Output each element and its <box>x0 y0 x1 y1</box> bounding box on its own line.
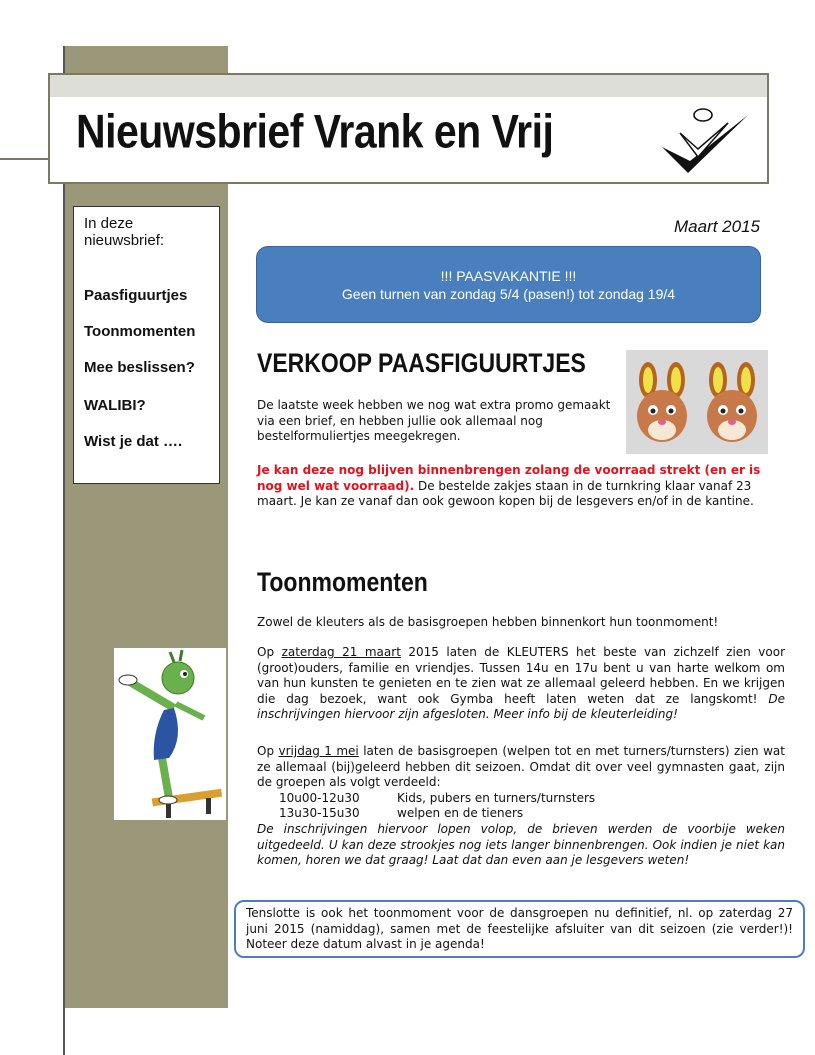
kleuters-date: zaterdag 21 maart <box>281 645 401 659</box>
club-logo-icon <box>658 103 750 177</box>
toc-item-toonmomenten[interactable]: Toonmomenten <box>84 323 196 340</box>
schedule-row <box>257 791 785 807</box>
verkoop-paragraph-2 <box>257 463 767 510</box>
notice-title: !!! PAASVAKANTIE !!! <box>440 268 577 284</box>
dance-groups-text: Tenslotte is ook het toonmoment voor de dansgroepen nu definitief, nl. op zaterdag 27 juni 2015 (namiddag), samen met de feestelijke afsluiter van dit seizoen (zie verder!)! Noteer deze datum alvast in je agenda! <box>246 906 793 952</box>
verkoop-paragraph-1: De laatste week hebben we nog wat extra promo gemaakt via een brief, en hebben jullie ook allemaal nog bestelformuliertjes meegekregen. <box>257 398 611 444</box>
left-rule <box>63 46 65 1055</box>
masthead <box>48 73 769 184</box>
issue-date: Maart 2015 <box>674 217 760 236</box>
toc-heading: In deze nieuwsbrief: <box>84 215 165 249</box>
gymnast-mascot-image <box>114 648 226 820</box>
toonmomenten-heading: Toonmomenten <box>257 566 428 597</box>
text-segment: Op <box>257 744 279 758</box>
schedule-group: Kids, pubers en turners/turnsters <box>397 790 596 805</box>
toonmomenten-kleuters-paragraph <box>257 645 785 723</box>
text-segment: laten de basisgroepen (welpen tot en met turners/turnsters) zien wat ze allemaal (bij)geleerd hebben dit seizoen. Omdat dit over veel gymnasten gaat, zijn de groepen als volgt verdeeld: <box>257 744 785 790</box>
decorative-sidebar-band <box>65 46 228 1008</box>
easter-holiday-notice <box>256 246 761 323</box>
basisgroepen-registration-note: De inschrijvingen hiervoor lopen volop, de brieven werden de voorbije weken uitgedeeld. U kan deze strookjes nog iets langer binnenbrengen. Ook indien je niet kan komen, horen we dat graag! Laat dat dan even aan je lesgevers weten! <box>257 821 785 868</box>
toonmomenten-intro: Zowel de kleuters als de basisgroepen hebben binnenkort hun toonmoment! <box>257 615 719 629</box>
table-of-contents <box>73 206 220 484</box>
basisgroepen-date: vrijdag 1 mei <box>278 744 359 758</box>
text-segment: Op <box>257 645 282 659</box>
schedule-row <box>257 806 785 822</box>
verkoop-paragraph-2-rest: De bestelde zakjes staan in de turnkring klaar vanaf 23 maart. Je kan ze vanaf dan ook gewoon kopen bij de lesgevers en/of in de kantine. <box>257 478 754 509</box>
masthead-strip <box>50 75 767 97</box>
easter-bunny-figures-image <box>626 350 768 454</box>
header-rule <box>0 158 50 160</box>
notice-text: Geen turnen van zondag 5/4 (pasen!) tot zondag 19/4 <box>341 286 676 302</box>
toc-item-wist-je-dat[interactable]: Wist je dat …. <box>84 433 183 450</box>
verkoop-alert-text: Je kan deze nog blijven binnenbrengen zolang de voorraad strekt (en er is nog wel wat voorraad). <box>257 463 761 493</box>
dance-groups-callout <box>234 900 805 958</box>
toc-item-mee-beslissen[interactable]: Mee beslissen? <box>84 359 195 376</box>
text-segment: 2015 laten de KLEUTERS het beste van zichzelf zien voor (groot)ouders, familie en vriendjes. Tussen 14u en 17u bent u van harte welkom om van hun kunsten te genieten en te zien wat ze allemaal geleerd hebben. En we krijgen die dag bezoek, want ook Gymba heeft laten weten dat ze langskomt! <box>257 645 785 706</box>
schedule-group: welpen en de tieners <box>397 806 524 821</box>
toc-item-paasfiguurtjes[interactable]: Paasfiguurtjes <box>84 287 188 304</box>
newsletter-title: Nieuwsbrief Vrank en Vrij <box>76 105 554 158</box>
kleuters-registration-note: De inschrijvingen hiervoor zijn afgesloten. Meer info bij de kleuterleiding! <box>257 691 785 722</box>
verkoop-heading: VERKOOP PAASFIGUURTJES <box>257 347 586 378</box>
toc-item-walibi[interactable]: WALIBI? <box>84 397 146 414</box>
schedule-time: 10u00-12u30 <box>279 790 360 805</box>
schedule-time: 13u30-15u30 <box>279 806 360 821</box>
toonmomenten-basisgroepen-paragraph <box>257 744 785 869</box>
